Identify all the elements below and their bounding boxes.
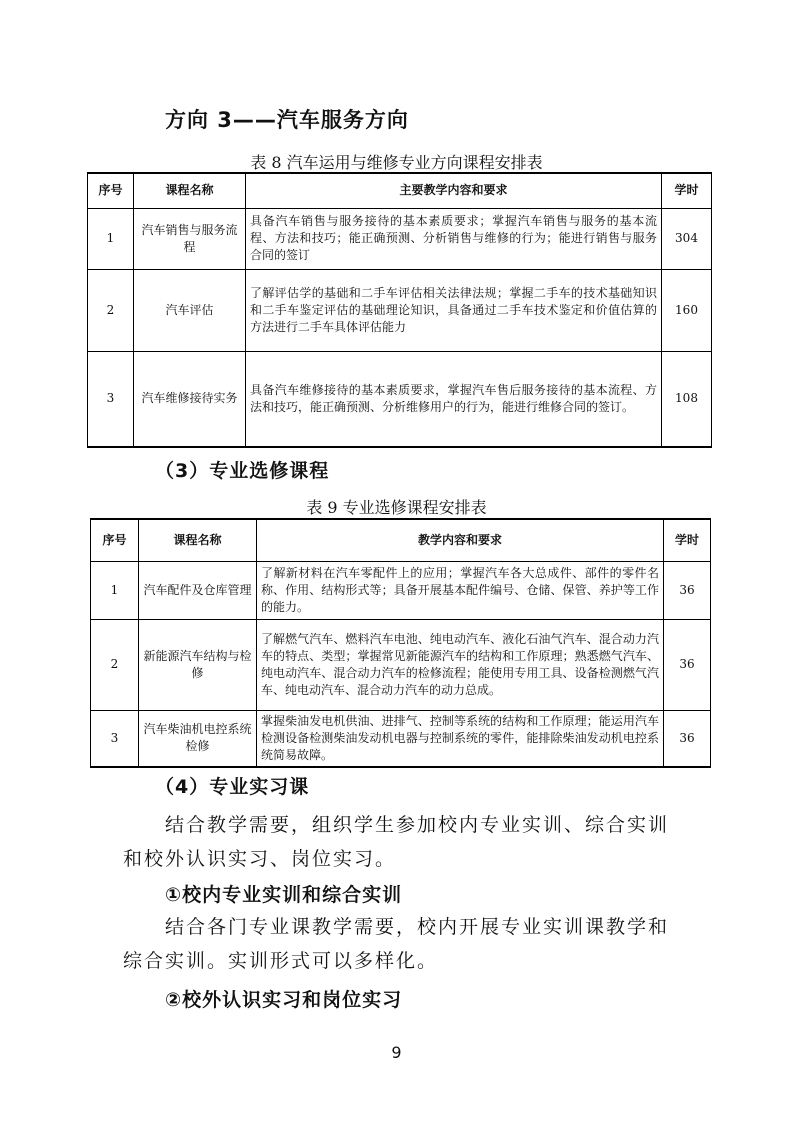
course-name: 汽车维修接待实务 [134,351,246,447]
table-row [91,710,711,767]
course-content: 掌握柴油发电机供油、进排气、控制等系统的结构和工作原理；能运用汽车检测设备检测柴油发动机电器与控制系统的零件，能排除柴油发动机电控系统简易故障。 [257,710,664,767]
row-no: 2 [88,269,134,351]
direction-heading: 方向 3——汽车服务方向 [165,108,409,132]
course-content: 具备汽车销售与服务接待的基本素质要求；掌握汽车销售与服务的基本流程、方法和技巧；能正确预测、分析销售与维修的行为；能进行销售与服务合同的签订 [246,208,662,269]
table-row [88,269,712,351]
sub1-heading: ①校内专业实训和综合实训 [165,884,403,906]
section4-heading: （4）专业实习课 [155,776,310,798]
row-no: 3 [91,710,139,767]
row-no: 1 [91,561,139,619]
course-name: 汽车评估 [134,269,246,351]
section4-text: 结合教学需要，组织学生参加校内专业实训、综合实训和校外认识实习、岗位实习。 [123,814,670,870]
course-hours: 36 [664,619,711,710]
table9-header-row [91,519,711,561]
table8-header-no: 序号 [88,173,134,208]
table-row [88,351,712,447]
table-row [91,619,711,710]
page-number: 9 [391,1043,402,1062]
sub2-heading: ②校外认识实习和岗位实习 [165,989,403,1011]
table9-header-name: 课程名称 [139,519,257,561]
course-hours: 108 [662,351,712,447]
course-name: 汽车销售与服务流程 [134,208,246,269]
table8-caption: 表 8 汽车运用与维修专业方向课程安排表 [250,153,543,172]
table8-header-name: 课程名称 [134,173,246,208]
table9-header-content: 教学内容和要求 [257,519,664,561]
table9 [90,518,711,768]
course-hours: 36 [664,561,711,619]
row-no: 2 [91,619,139,710]
row-no: 3 [88,351,134,447]
course-hours: 36 [664,710,711,767]
course-name: 汽车配件及仓库管理 [139,561,257,619]
course-name: 汽车柴油机电控系统检修 [139,710,257,767]
table8-header-hours: 学时 [662,173,712,208]
table9-caption: 表 9 专业选修课程安排表 [306,498,487,517]
table-row [91,561,711,619]
table9-header-hours: 学时 [664,519,711,561]
table8 [87,172,712,448]
table8-header-row [88,173,712,208]
course-name: 新能源汽车结构与检修 [139,619,257,710]
table8-header-content: 主要教学内容和要求 [246,173,662,208]
course-content: 具备汽车维修接待的基本素质要求，掌握汽车售后服务接待的基本流程、方法和技巧，能正确预测、分析维修用户的行为，能进行维修合同的签订。 [246,351,662,447]
sub1-text: 结合各门专业课教学需要，校内开展专业实训课教学和综合实训。实训形式可以多样化。 [123,916,670,972]
section3-heading: （3）专业选修课程 [155,460,330,482]
course-content: 了解评估学的基础和二手车评估相关法律法规；掌握二手车的技术基础知识和二手车鉴定评估的基础理论知识，具备通过二手车技术鉴定和价值估算的方法进行二手车具体评估能力 [246,269,662,351]
course-content: 了解新材料在汽车零配件上的应用；掌握汽车各大总成件、部件的零件名称、作用、结构形式等；具备开展基本配件编号、仓储、保管、养护等工作的能力。 [257,561,664,619]
course-hours: 304 [662,208,712,269]
course-hours: 160 [662,269,712,351]
course-content: 了解燃气汽车、燃料汽车电池、纯电动汽车、液化石油气汽车、混合动力汽车的特点、类型；掌握常见新能源汽车的结构和工作原理；熟悉燃气汽车、纯电动汽车、混合动力汽车的检修流程；能使用专用工具、设备检测燃气汽车、纯电动汽车、混合动力汽车的动力总成。 [257,619,664,710]
row-no: 1 [88,208,134,269]
table-row [88,208,712,269]
table9-header-no: 序号 [91,519,139,561]
